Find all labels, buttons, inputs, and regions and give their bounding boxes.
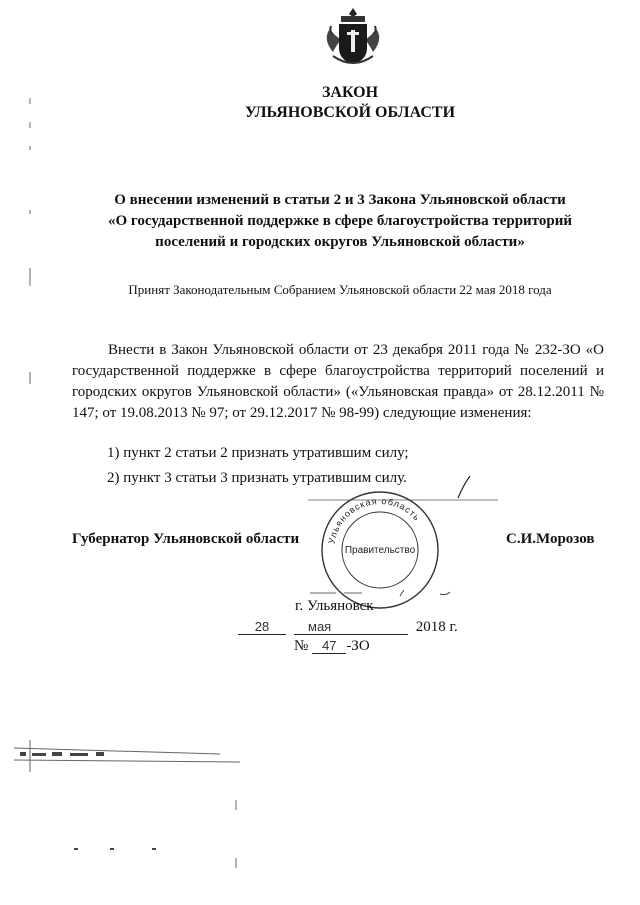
date-month: мая — [294, 619, 408, 635]
law-heading: ЗАКОН — [321, 84, 379, 101]
body-paragraph: Внести в Закон Ульяновской области от 23 декабря 2011 года № 232-ЗО «О государственной поддержке в сфере благоустройства территорий поселений и городских округов Ульяновской области» («Ульяновская правда» от 28.12.2011 № 147; от 19.08.2013 № 97; от 29.12.2017 № 98-99) следующие изменения: — [72, 342, 604, 421]
coat-of-arms-icon — [321, 6, 385, 70]
date-line — [238, 619, 458, 636]
law-number — [294, 638, 370, 655]
number-value: 47 — [312, 638, 346, 654]
seal-center-text: Правительство — [344, 545, 416, 556]
title-line-1: О внесении изменений в статьи 2 и 3 Закона Ульяновской области — [114, 192, 566, 208]
svg-text:Ульяновская область — [326, 496, 422, 545]
seal-outer-text: Ульяновская область — [326, 495, 423, 545]
number-prefix: № — [294, 638, 309, 654]
date-year: 2018 г. — [415, 619, 458, 635]
list-item: 2) пункт 3 статьи 3 признать утратившим силу. — [107, 470, 407, 486]
place: г. Ульяновск — [295, 598, 374, 614]
number-suffix: -ЗО — [346, 638, 370, 654]
title-line-2: «О государственной поддержке в сфере благоустройства территорий — [108, 213, 572, 229]
signatory-position: Губернатор Ульяновской области — [72, 531, 300, 547]
region-heading: УЛЬЯНОВСКОЙ ОБЛАСТИ — [244, 104, 456, 121]
signatory-name: С.И.Морозов — [506, 531, 595, 547]
date-day: 28 — [238, 619, 286, 635]
adoption-note: Принят Законодательным Собранием Ульяновской области 22 мая 2018 года — [128, 282, 552, 297]
title-line-3: поселений и городских округов Ульяновской области» — [155, 234, 525, 250]
official-seal — [318, 488, 442, 612]
list-item: 1) пункт 2 статьи 2 признать утратившим силу; — [107, 445, 409, 461]
